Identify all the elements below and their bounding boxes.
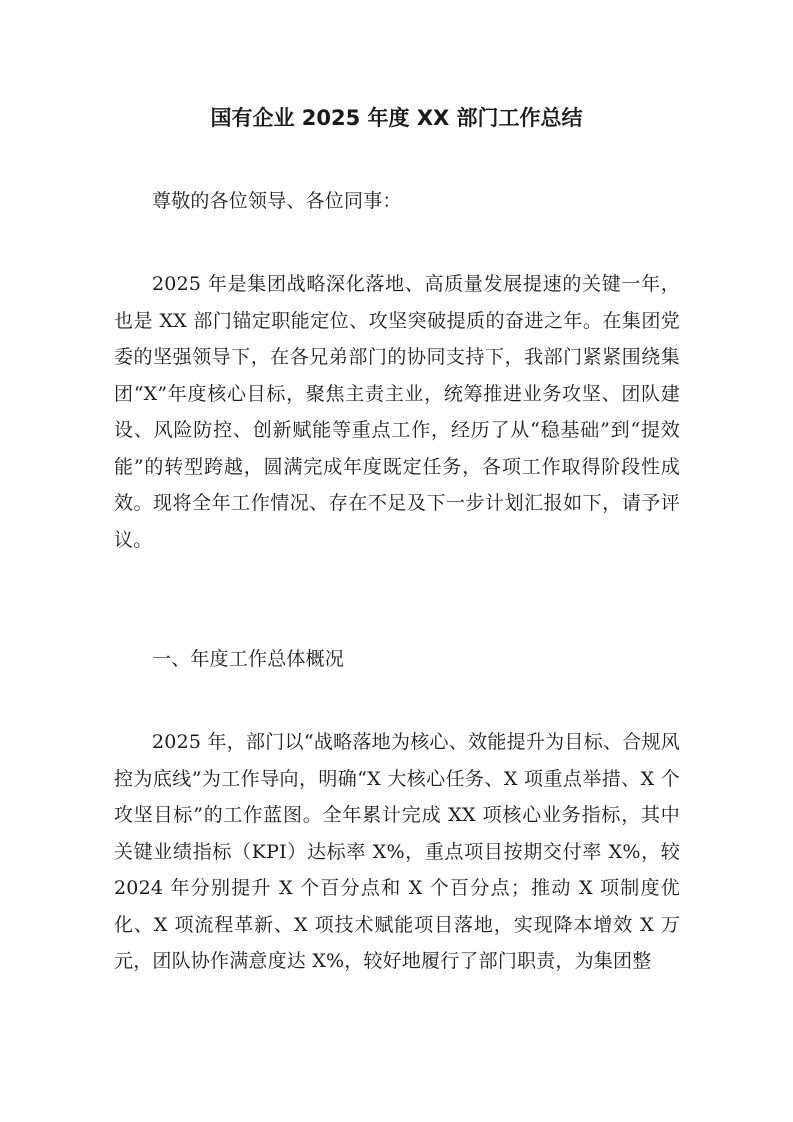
- section-heading-overview: 一、年度工作总体概况: [152, 648, 345, 670]
- paragraph-intro: 2025 年是集团战略深化落地、高质量发展提速的关键一年，也是 XX 部门锚定职能定位、攻坚突破提质的奋进之年。在集团党委的坚强领导下，在各兄弟部门的协同支持下，我部门紧紧围绕集团“X”年度核心目标，聚焦主责主业，统筹推进业务攻坚、团队建设、风险防控、创新赋能等重点工作，经历了从“稳基础”到“提效能”的转型跨越，圆满完成年度既定任务，各项工作取得阶段性成效。现将全年工作情况、存在不足及下一步计划汇报如下，请予评议。: [114, 273, 680, 551]
- document-title: 国有企业 2025 年度 XX 部门工作总结: [210, 106, 583, 130]
- salutation: 尊敬的各位领导、各位同事：: [152, 190, 402, 212]
- paragraph-overview: 2025 年，部门以“战略落地为核心、效能提升为目标、合规风控为底线”为工作导向，明确“X 大核心任务、X 项重点举措、X 个攻坚目标”的工作蓝图。全年累计完成 XX 项核心业务指标，其中关键业绩指标（KPI）达标率 X%，重点项目按期交付率 X%，较 2024 年分别提升 X 个百分点和 X 个百分点；推动 X 项制度优化、X 项流程革新、X 项技术赋能项目落地，实现降本增效 X 万元，团队协作满意度达 X%，较好地履行了部门职责，为集团整: [114, 731, 687, 972]
